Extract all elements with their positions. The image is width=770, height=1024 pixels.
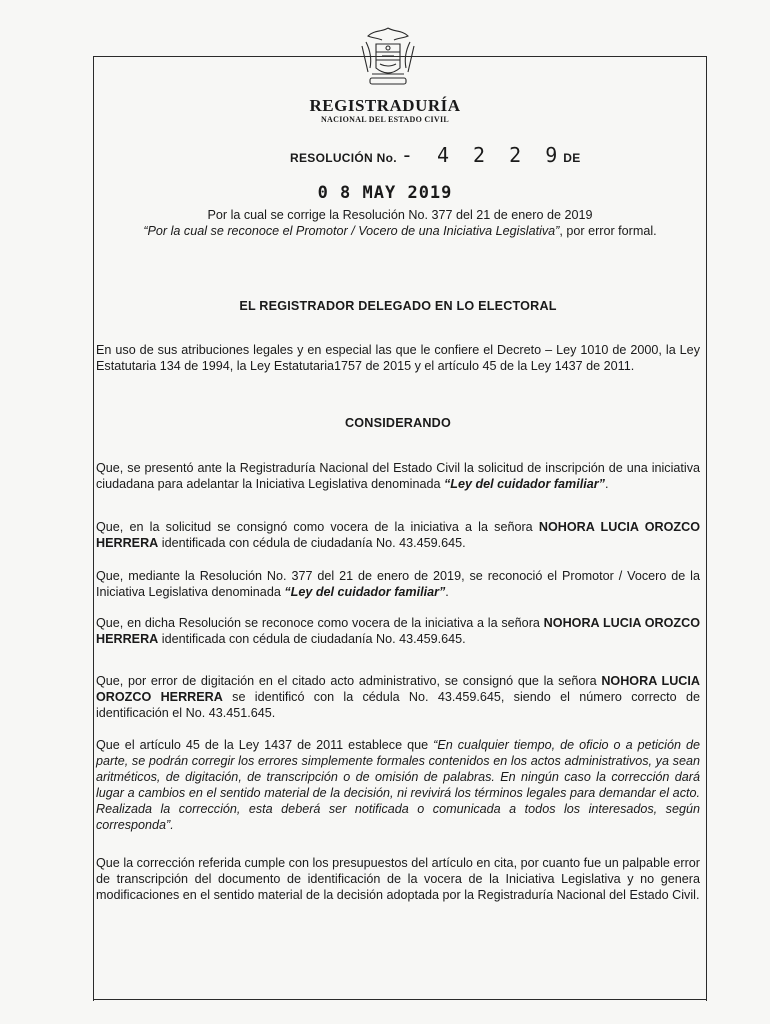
org-name: REGISTRADURÍA xyxy=(309,96,461,115)
paragraph-5 xyxy=(96,673,700,721)
resolution-label: RESOLUCIÓN No. xyxy=(290,151,397,165)
resolution-line xyxy=(290,143,581,167)
page-border-bottom xyxy=(93,999,707,1000)
heading-considering: CONSIDERANDO xyxy=(345,416,451,430)
paragraph-3 xyxy=(96,568,700,600)
law-quote: “En cualquier tiempo, de oficio o a petición de parte, se podrán corregir los errores simplemente formales contenidos en los actos administrativos, ya sean aritméticos, de digitación, de transcripción o de omisión de palabras. En ningún caso la corrección dará lugar a cambios en el sentido material de la decisión, ni revivirá los términos legales para demandar el acto. Realizada la corrección, esta deberá ser notificada o comunicada a todos los interesados, según corresponda”. xyxy=(96,738,701,832)
heading-registrar: EL REGISTRADOR DELEGADO EN LO ELECTORAL xyxy=(239,299,557,313)
paragraph-1-text: Que, se presentó ante la Registraduría Nacional del Estado Civil la solicitud de inscripción de una iniciativa ciudadana para adelantar la Iniciativa Legislativa denominada xyxy=(96,461,700,491)
resolution-de: DE xyxy=(563,151,581,165)
paragraph-2-text: Que, en la solicitud se consignó como vocera de la iniciativa a la señora xyxy=(96,520,539,534)
colombia-coat-of-arms-icon xyxy=(352,22,424,94)
paragraph-4 xyxy=(96,615,700,647)
resolution-intro xyxy=(100,207,700,239)
paragraph-5-end: se identificó con la cédula No. 43.459.645, siendo el número correcto de identificación el No. 43.451.645. xyxy=(96,690,701,720)
intro-line2 xyxy=(100,223,700,239)
paragraph-6-text: Que el artículo 45 de la Ley 1437 de 2011 establece que xyxy=(96,738,434,752)
intro-title-italic: “Por la cual se reconoce el Promotor / Vocero de una Iniciativa Legislativa” xyxy=(143,224,560,238)
intro-line1: Por la cual se corrige la Resolución No. 377 del 21 de enero de 2019 xyxy=(207,208,593,222)
spokesperson-name: NOHORA LUCIA OROZCO HERRERA xyxy=(96,616,700,646)
initiative-name: “Ley del cuidador familiar” xyxy=(284,585,446,599)
paragraph-2 xyxy=(96,519,700,551)
paragraph-1-end: . xyxy=(604,477,609,491)
paragraph-2-end: identificada con cédula de ciudadanía No. 43.459.645. xyxy=(158,536,466,550)
org-subtitle: NACIONAL DEL ESTADO CIVIL xyxy=(320,115,450,124)
intro-rest: , por error formal. xyxy=(559,224,657,238)
paragraph-6 xyxy=(96,737,700,833)
paragraph-3-text: Que, mediante la Resolución No. 377 del 21 de enero de 2019, se reconoció el Promotor / Vocero de la Iniciativa Legislativa denominada xyxy=(96,569,700,599)
date-stamp: 0 8 MAY 2019 xyxy=(317,183,453,203)
spokesperson-name: NOHORA LUCIA OROZCO HERRERA xyxy=(96,674,700,704)
spokesperson-name: NOHORA LUCIA OROZCO HERRERA xyxy=(96,520,701,550)
paragraph-1 xyxy=(96,460,700,492)
paragraph-4-text: Que, en dicha Resolución se reconoce como vocera de la iniciativa a la señora xyxy=(96,616,544,630)
initiative-name: “Ley del cuidador familiar” xyxy=(443,477,605,491)
paragraph-7: Que la corrección referida cumple con los presupuestos del artículo en cita, por cuanto fue un palpable error de transcripción del documento de identificación de la vocera de la Iniciativa Legislativa y no genera modificaciones en el sentido material de la decisión adoptada por la Registraduría Nacional del Estado Civil. xyxy=(96,856,700,902)
resolution-number: - 4 2 2 9 xyxy=(400,143,564,167)
paragraph-attributions: En uso de sus atribuciones legales y en especial las que le confiere el Decreto – Ley 1010 de 2000, la Ley Estatutaria 134 de 1994, la Ley Estatutaria1757 de 2015 y el artículo 45 de la Ley 1437 de 2011. xyxy=(96,343,700,373)
paragraph-3-end: . xyxy=(445,585,449,599)
paragraph-4-end: identificada con cédula de ciudadanía No. 43.459.645. xyxy=(158,632,466,646)
paragraph-5-text: Que, por error de digitación en el citado acto administrativo, se consignó que la señora xyxy=(96,674,602,688)
